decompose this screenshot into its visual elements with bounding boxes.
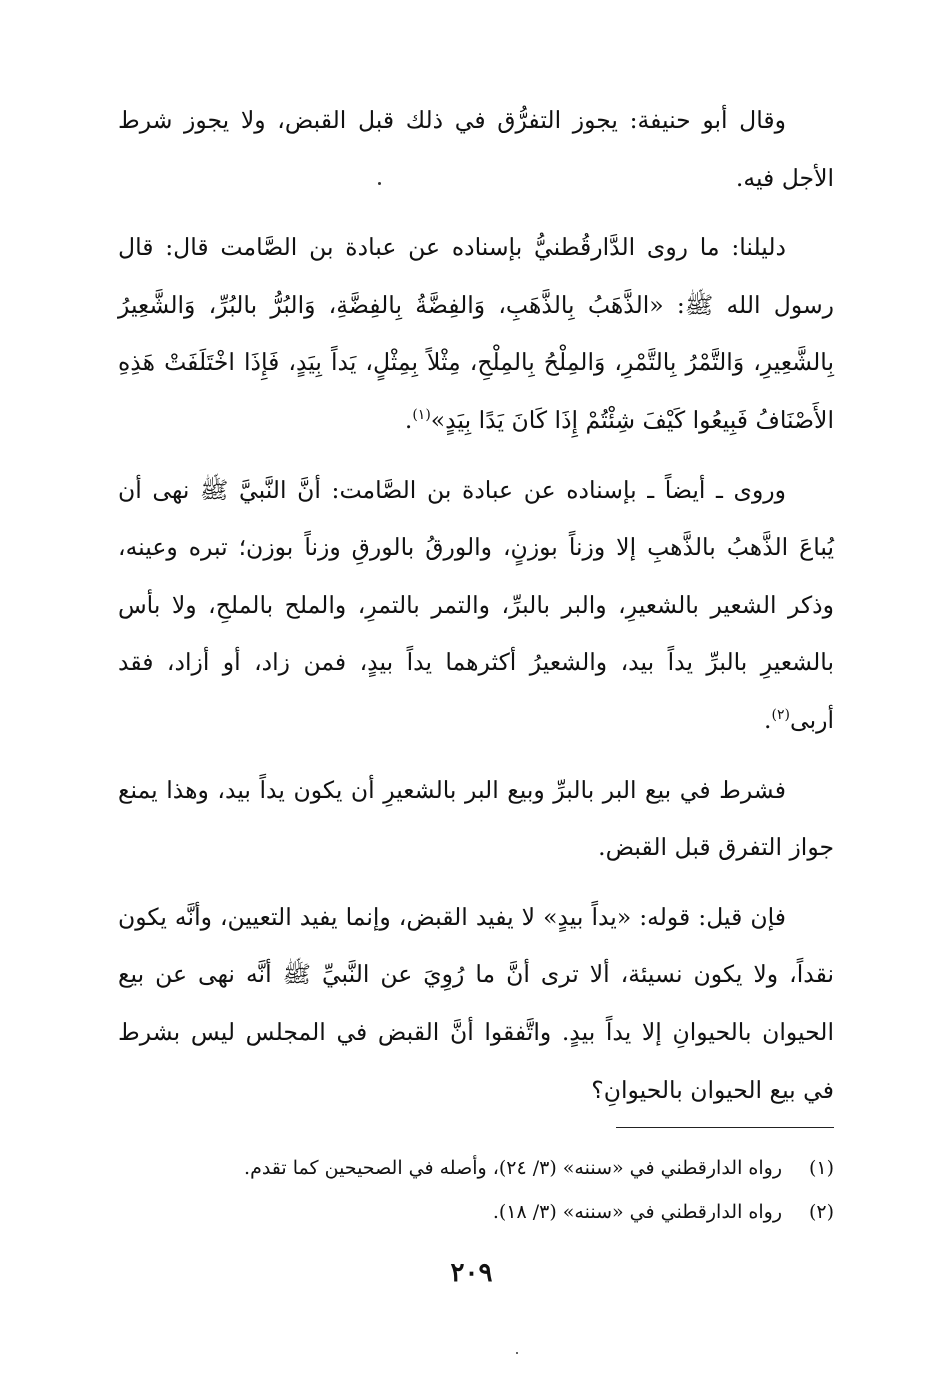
paragraph-ubada-narration <box>118 462 834 750</box>
footnotes-section <box>118 1146 834 1234</box>
footnote-ref-2: (٢) <box>771 707 790 724</box>
page-number: ٢٠٩ <box>450 1258 493 1288</box>
footnote-text: رواه الدارقطني في «سننه» (٣/ ٢٤)، وأصله في الصحيحين كما تقدم. <box>244 1157 782 1179</box>
scan-speck <box>378 182 381 185</box>
paragraph-text: دليلنا: ما روى الدَّارقُطنيُّ بإسناده عن عبادة بن الصَّامت قال: قال رسول الله ﷺ: «الذَّهَبُ بِالذَّهَبِ، وَالفِضَّةُ بِالفِضَّةِ، وَالبُرُّ بالبُرِّ، وَالشَّعِيرُ بِالشَّعِيرِ، وَالتَّمْرُ بِالتَّمْرِ، وَالمِلْحُ بِالمِلْحِ، مِثْلاً بِمِثْلٍ، يَداً بِيَدٍ، فَإِذَا اخْتَلَفَتْ هَذِهِ الأَصْنَافُ فَبِيعُوا كَيْفَ شِئْتُمْ إِذَا كَانَ يَدًا بِيَدٍ» <box>118 233 834 434</box>
scan-speck <box>516 1352 518 1354</box>
paragraph-text: وقال أبو حنيفة: يجوز التفرُّق في ذلك قبل القبض، ولا يجوز شرط الأجل فيه. <box>118 106 834 192</box>
paragraph-abu-hanifa <box>118 92 834 207</box>
paragraph-text: فإن قيل: قوله: «يداً بيدٍ» لا يفيد القبض، وإنما يفيد التعيين، وأنَّه يكون نقداً، ولا يكون نسيئة، ألا ترى أنَّ ما رُوِيَ عن النَّبيِّ ﷺ أنَّه نهى عن بيع الحيوان بالحيوانِ إلا يداً بيدٍ. واتَّفقوا أنَّ القبض في المجلس ليس بشرط في بيع الحيوان بالحيوانِ؟ <box>118 902 834 1104</box>
paragraph-tail: . <box>404 405 413 434</box>
paragraph-text: وروى ـ أيضاً ـ بإسناده عن عبادة بن الصَّامت: أنَّ النَّبيَّ ﷺ نهى أن يُباعَ الذَّهبُ بالذَّهبِ إلا وزناً بوزنٍ، والورقُ بالورقِ وزناً بوزن؛ تبره وعينه، وذكر الشعير بالشعيرِ، والبر بالبرِّ، والتمر بالتمرِ، والملح بالملحِ، ولا بأس بالشعيرِ بالبرِّ يداً بيد، والشعيرُ أكثرهما يداً بيدٍ، فمن زاد، أو أزاد، فقد أربى <box>118 475 834 734</box>
main-text <box>118 92 834 1129</box>
footnote-1 <box>118 1146 834 1190</box>
footnote-text: رواه الدارقطني في «سننه» (٣/ ١٨). <box>492 1201 782 1223</box>
paragraph-tail: . <box>764 705 772 734</box>
paragraph-condition <box>118 762 834 877</box>
paragraph-text: فشرط في بيع البر بالبرِّ وبيع البر بالشعيرِ أن يكون يداً بيد، وهذا يمنع جواز التفرق قبل القبض. <box>118 775 834 862</box>
paragraph-objection <box>118 889 834 1119</box>
footnote-2 <box>118 1190 834 1234</box>
paragraph-daraqutni-hadith <box>118 219 834 449</box>
footnote-number: (١) <box>808 1157 834 1179</box>
footnote-separator <box>616 1127 834 1128</box>
footnote-number: (٢) <box>808 1201 834 1223</box>
footnote-ref-1: (١) <box>412 407 431 424</box>
